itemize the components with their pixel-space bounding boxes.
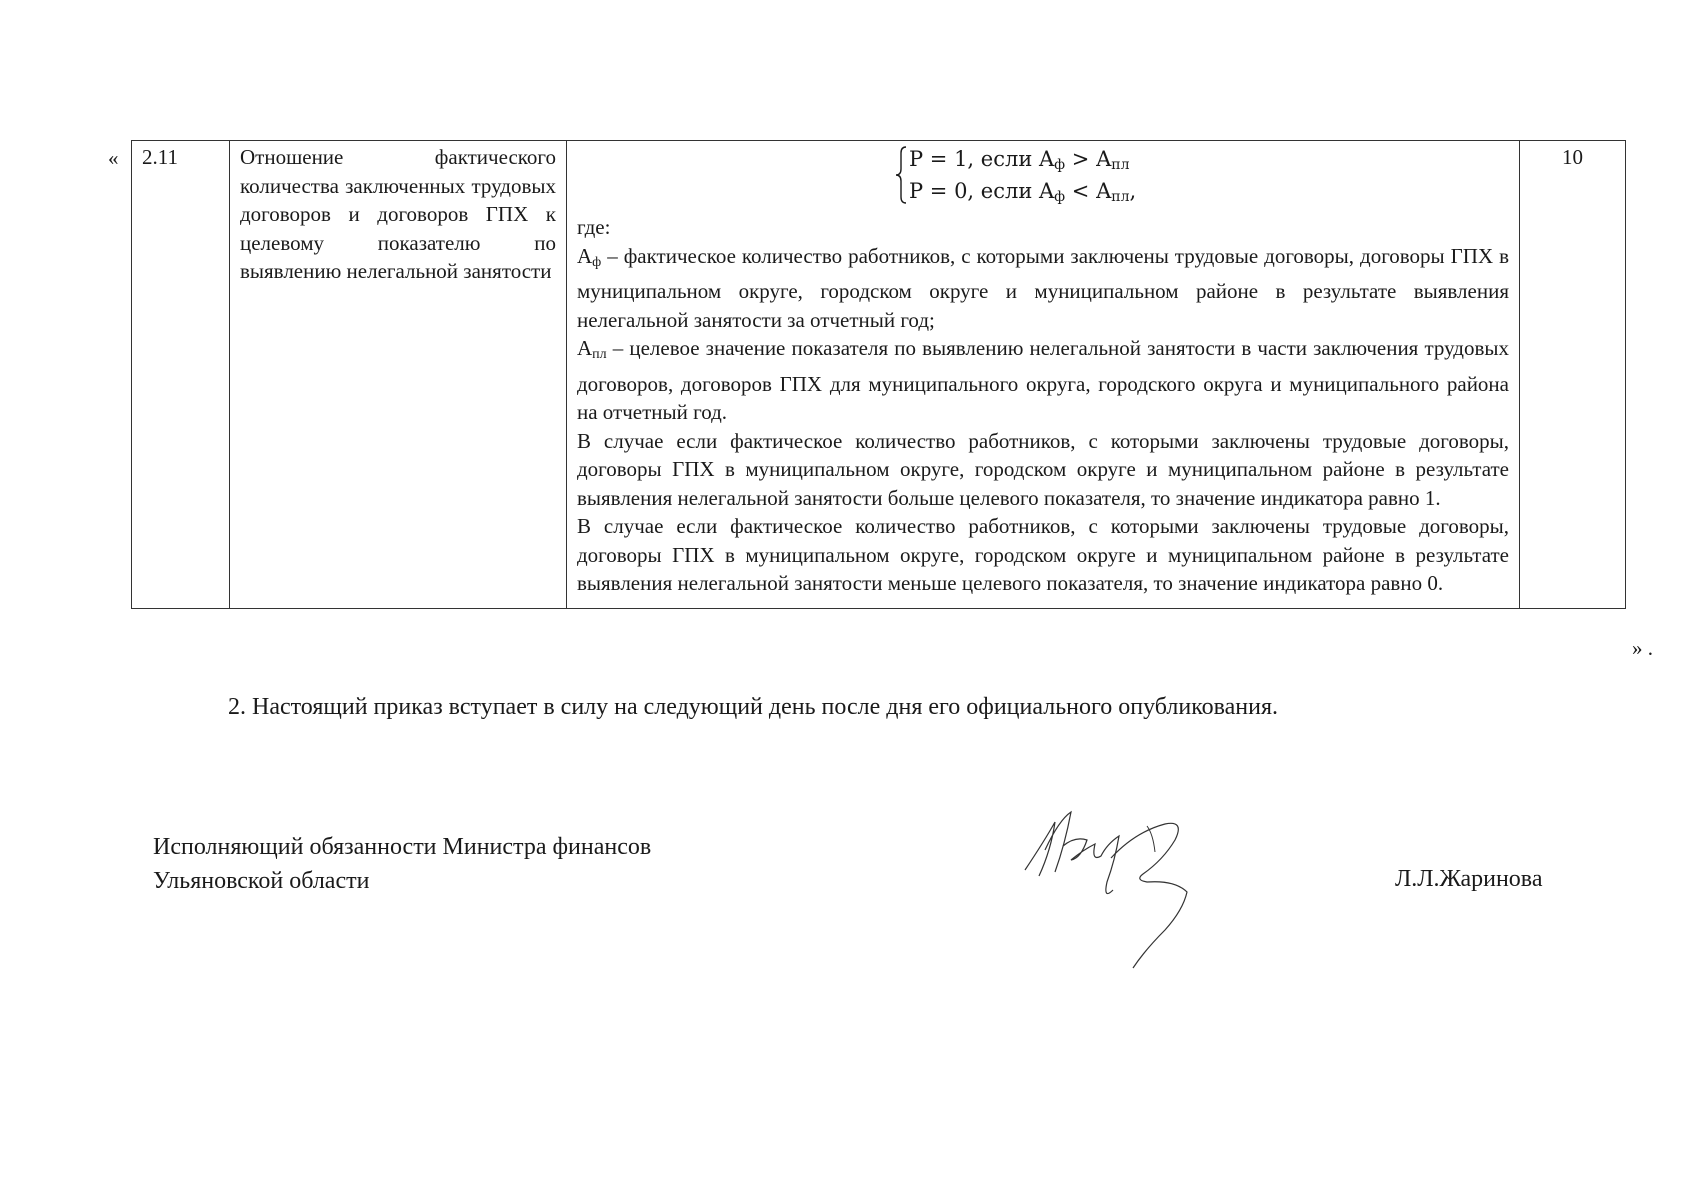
definition-target: $А_{пл}$ – целевое значение показателя по выявлению нелегальной занятости в части заключения трудовых договоров, договоров ГПХ для муниципального округа, городского округа и муниципального района на отчетный год. <box>577 336 1509 424</box>
formula-line-1: P = 1, если $A_ф > A_{пл}$ <box>909 147 1130 173</box>
case-less: В случае если фактическое количество работников, с которыми заключены трудовые договоры, договоры ГПХ в муниципальном округе, городском округе и муниципальном районе в результате выявления нелегальной занятости меньше целевого показателя, то значение индикатора равно 0. <box>577 514 1509 595</box>
row-number: 2.11 <box>132 141 230 609</box>
indicator-table <box>131 140 1626 609</box>
signer-title-line-2: Ульяновской области <box>153 868 370 894</box>
signer-title-line-1: Исполняющий обязанности Министра финансов <box>153 834 652 860</box>
definition-actual: $А_ф$ – фактическое количество работников, с которыми заключены трудовые договоры, договоры ГПХ в муниципальном округе, городском округе и муниципальном районе в результате выявления нелегальной занятости за отчетный год; <box>577 243 1509 332</box>
where-label: где: <box>577 215 611 239</box>
case-greater: В случае если фактическое количество работников, с которыми заключены трудовые договоры, договоры ГПХ в муниципальном округе, городском округе и муниципальном районе в результате выявления нелегальной занятости больше целевого показателя, то значение индикатора равно 1. <box>577 428 1509 510</box>
table-row <box>132 141 1626 609</box>
clause-2: 2. Настоящий приказ вступает в силу на следующий день после дня его официального опубликования. <box>228 694 1279 720</box>
opening-quote: « <box>108 146 119 170</box>
closing-quote: » . <box>1632 636 1653 660</box>
formula-line-2: P = 0, если $A_ф < A_{пл}$, <box>909 179 1137 205</box>
handwritten-signature-icon <box>1015 800 1255 970</box>
signer-title <box>153 830 651 898</box>
score-value: 10 <box>1520 141 1626 609</box>
curly-brace-icon <box>895 145 907 205</box>
formula-system <box>895 145 1509 211</box>
signer-name: Л.Л.Жаринова <box>1395 866 1543 892</box>
indicator-name: Отношение фактического количества заключенных трудовых договоров и договоров ГПХ к целевому показателю по выявлению нелегальной занятости <box>230 141 567 609</box>
calculation-method <box>567 141 1520 609</box>
